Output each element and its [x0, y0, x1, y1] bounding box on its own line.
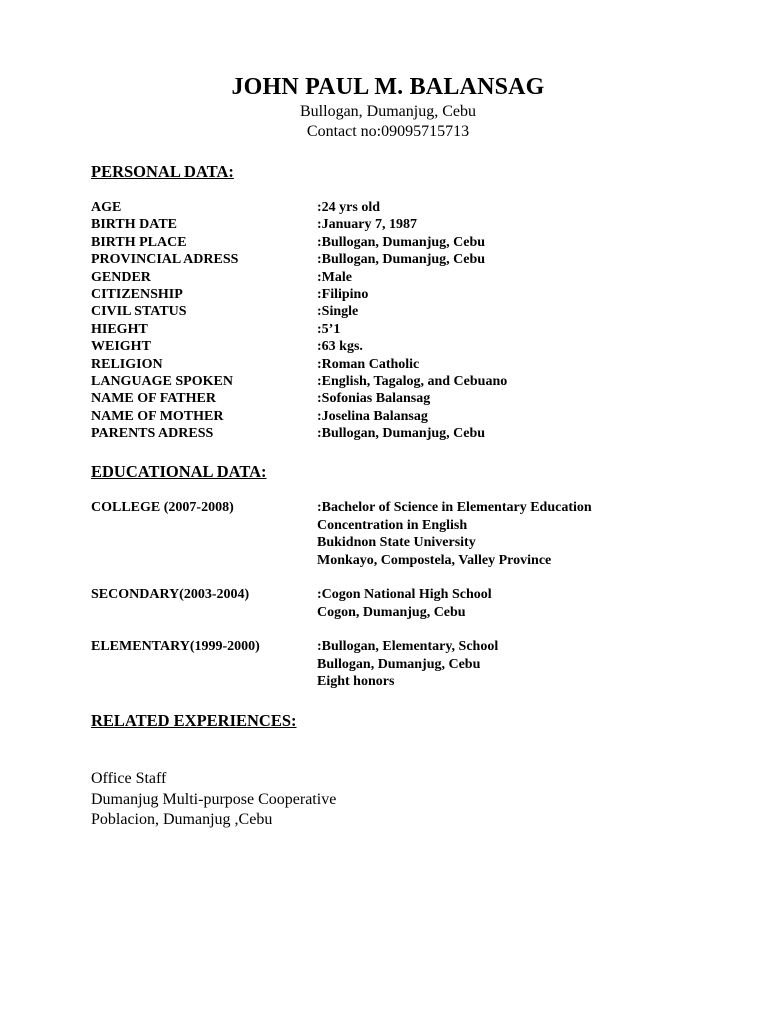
personal-row-civil-status	[91, 303, 507, 320]
row-value: :24 yrs old	[317, 200, 380, 215]
education-line: Concentration in English	[317, 517, 468, 533]
row-value: :January 7, 1987	[317, 217, 417, 233]
applicant-name: JOHN PAUL M. BALANSAG	[231, 74, 545, 100]
experience-line: Office Staff	[91, 770, 167, 787]
education-secondary-label: SECONDARY(2003-2004)	[91, 587, 250, 602]
row-label: BIRTH DATE	[91, 217, 177, 233]
education-college	[91, 499, 592, 569]
education-line: Bukidnon State University	[317, 535, 476, 551]
education-line: Cogon, Dumanjug, Cebu	[317, 604, 466, 620]
personal-row-height	[91, 321, 507, 338]
education-secondary-details	[317, 586, 492, 621]
personal-row-language	[91, 373, 507, 390]
row-value: :Single	[317, 304, 359, 320]
applicant-address: Bullogan, Dumanjug, Cebu	[300, 103, 476, 120]
education-line: :Bachelor of Science in Elementary Education	[317, 500, 592, 515]
row-label: RELIGION	[91, 356, 163, 372]
education-college-label: COLLEGE (2007-2008)	[91, 500, 234, 515]
row-value: :Roman Catholic	[317, 356, 420, 372]
education-secondary	[91, 586, 492, 621]
experience-line: Poblacion, Dumanjug ,Cebu	[91, 811, 273, 828]
row-label: PARENTS ADRESS	[91, 426, 214, 442]
education-line: Monkayo, Compostela, Valley Province	[317, 552, 552, 568]
row-label: WEIGHT	[91, 339, 151, 355]
row-label: NAME OF MOTHER	[91, 408, 224, 424]
personal-row-weight	[91, 338, 507, 355]
education-line: Eight honors	[317, 674, 395, 690]
resume-header	[0, 72, 768, 142]
personal-row-age	[91, 199, 507, 216]
row-value: :5’1	[317, 321, 341, 337]
row-value: :Bullogan, Dumanjug, Cebu	[317, 234, 486, 250]
personal-row-provincial-address	[91, 251, 507, 268]
row-value: :Bullogan, Dumanjug, Cebu	[317, 426, 486, 442]
related-experiences-heading: RELATED EXPERIENCES:	[91, 711, 297, 730]
row-label: AGE	[91, 200, 122, 215]
education-line: Bullogan, Dumanjug, Cebu	[317, 656, 481, 672]
education-elementary-details	[317, 638, 498, 691]
row-label: PROVINCIAL ADRESS	[91, 252, 239, 268]
row-label: NAME OF FATHER	[91, 391, 216, 407]
education-secondary-row	[91, 586, 492, 621]
row-value: :63 kgs.	[317, 339, 363, 355]
row-label: LANGUAGE SPOKEN	[91, 373, 233, 389]
row-label: CITIZENSHIP	[91, 286, 183, 302]
experience-line: Dumanjug Multi-purpose Cooperative	[91, 790, 337, 808]
row-value: :Bullogan, Dumanjug, Cebu	[317, 252, 486, 268]
educational-data-heading: EDUCATIONAL DATA:	[91, 462, 267, 481]
row-label: HIEGHT	[91, 321, 148, 337]
applicant-contact: Contact no:09095715713	[306, 123, 470, 140]
personal-row-birth-date	[91, 216, 507, 233]
personal-row-father	[91, 390, 507, 407]
personal-row-birth-place	[91, 234, 507, 251]
personal-data-heading: PERSONAL DATA:	[91, 162, 234, 181]
row-value: :English, Tagalog, and Cebuano	[317, 373, 508, 389]
row-label: CIVIL STATUS	[91, 304, 187, 320]
personal-row-gender	[91, 269, 507, 286]
education-elementary	[91, 638, 498, 691]
row-value: :Filipino	[317, 286, 369, 302]
row-value: :Sofonias Balansag	[317, 391, 431, 407]
education-elementary-row	[91, 638, 498, 691]
personal-data-list	[91, 199, 507, 442]
row-label: GENDER	[91, 269, 151, 285]
row-value: :Joselina Balansag	[317, 408, 428, 424]
row-value: :Male	[317, 269, 352, 285]
education-line: :Bullogan, Elementary, School	[317, 639, 499, 654]
education-line: :Cogon National High School	[317, 587, 492, 602]
education-college-row	[91, 499, 592, 569]
personal-row-parents-address	[91, 425, 507, 442]
personal-row-citizenship	[91, 286, 507, 303]
personal-row-mother	[91, 408, 507, 425]
education-elementary-label: ELEMENTARY(1999-2000)	[91, 639, 260, 654]
personal-row-religion	[91, 356, 507, 373]
education-college-details	[317, 499, 592, 569]
row-label: BIRTH PLACE	[91, 234, 187, 250]
experience-details	[91, 769, 336, 831]
